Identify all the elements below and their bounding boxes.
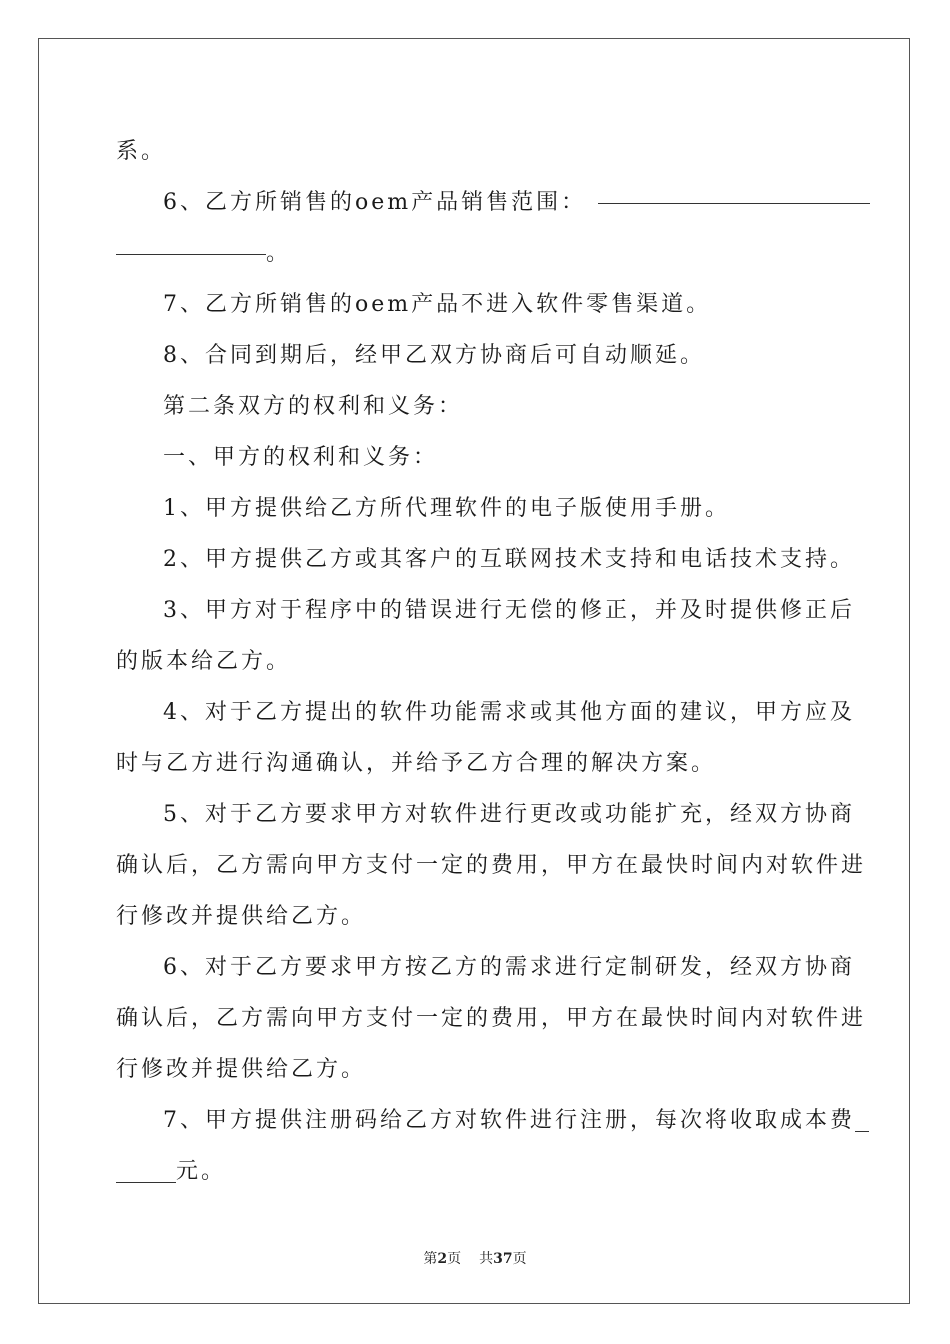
fill-in-blank[interactable] bbox=[116, 1181, 176, 1183]
paragraph-line: 时与乙方进行沟通确认，并给予乙方合理的解决方案。 bbox=[116, 751, 717, 776]
paragraph-line: 6、对于乙方要求甲方按乙方的需求进行定制研发，经双方协商 bbox=[163, 955, 855, 980]
paragraph-line: 的版本给乙方。 bbox=[116, 649, 292, 674]
fill-in-blank[interactable] bbox=[598, 202, 870, 204]
paragraph-line: 3、甲方对于程序中的错误进行无偿的修正，并及时提供修正后 bbox=[163, 598, 855, 623]
paragraph-line: 系。 bbox=[116, 139, 167, 164]
paragraph-line bbox=[116, 177, 836, 228]
line-text: 元。 bbox=[176, 1159, 227, 1184]
page-suffix: 页 bbox=[447, 1251, 462, 1267]
section-heading: 第二条双方的权利和义务： bbox=[163, 394, 464, 419]
paragraph-line: 8、合同到期后，经甲乙双方协商后可自动顺延。 bbox=[163, 343, 705, 368]
line-text: 7、甲方提供注册码给乙方对软件进行注册，每次将收取成本费 bbox=[163, 1108, 855, 1133]
paragraph-line: 确认后，乙方需向甲方支付一定的费用，甲方在最快时间内对软件进 bbox=[116, 1006, 867, 1031]
subsection-heading: 一、甲方的权利和义务： bbox=[163, 445, 439, 470]
paragraph-line: 4、对于乙方提出的软件功能需求或其他方面的建议，甲方应及 bbox=[163, 700, 855, 725]
page-footer bbox=[0, 1248, 950, 1268]
page-prefix: 第 bbox=[423, 1251, 438, 1267]
paragraph-line: 1、甲方提供给乙方所代理软件的电子版使用手册。 bbox=[163, 496, 730, 521]
paragraph-line: 确认后，乙方需向甲方支付一定的费用，甲方在最快时间内对软件进 bbox=[116, 853, 867, 878]
total-suffix: 页 bbox=[512, 1251, 527, 1267]
document-body bbox=[116, 126, 867, 1197]
paragraph-line: 行修改并提供给乙方。 bbox=[116, 1057, 367, 1082]
total-prefix: 共 bbox=[479, 1251, 494, 1267]
line-text: 。 bbox=[266, 241, 292, 266]
fill-in-blank[interactable] bbox=[855, 1130, 869, 1132]
line-text: 6、乙方所销售的oem产品销售范围： bbox=[163, 190, 587, 215]
page-total: 37 bbox=[493, 1251, 513, 1267]
paragraph-line: 2、甲方提供乙方或其客户的互联网技术支持和电话技术支持。 bbox=[163, 547, 855, 572]
paragraph-line bbox=[116, 228, 836, 279]
paragraph-line bbox=[116, 1095, 855, 1146]
page-current: 2 bbox=[437, 1251, 448, 1267]
fill-in-blank[interactable] bbox=[116, 253, 266, 255]
paragraph-line bbox=[116, 1146, 836, 1197]
paragraph-line: 行修改并提供给乙方。 bbox=[116, 904, 367, 929]
paragraph-line: 7、乙方所销售的oem产品不进入软件零售渠道。 bbox=[163, 292, 712, 317]
paragraph-line: 5、对于乙方要求甲方对软件进行更改或功能扩充，经双方协商 bbox=[163, 802, 855, 827]
